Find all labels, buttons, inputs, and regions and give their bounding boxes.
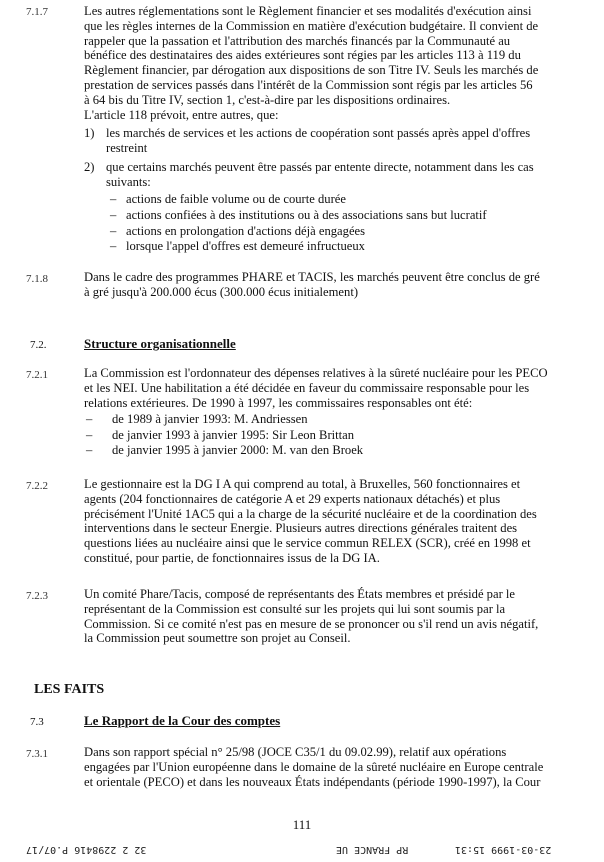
text-line: et orientale (PECO) et dans les nouveaux États indépendants (période 1990-1997), la Cour [84,774,541,789]
list-item: – de janvier 1995 à janvier 2000: M. van den Broek [86,443,364,458]
section-number-7-1-7: 7.1.7 [26,6,48,18]
text-line: La Commission est l'ordonnateur des dépenses relatives à la sûreté nucléaire pour les PECO [84,366,548,380]
commissioners-list [86,412,576,459]
text-line: précisément l'Unité 1AC5 qui a la charge de la sécurité nucléaire et de la coordination des [84,506,537,521]
text-line: Règlement financier, par dérogation aux dispositions de son Titre IV. Seuls les marchés de [84,63,539,78]
sub-list-item: – actions confiées à des institutions ou à des associations sans but lucratif [110,207,487,222]
text-line: que certains marchés peuvent être passés par entente directe, notamment dans les cas [106,160,534,174]
text-line: à 64 bis du Titre IV, section 1, c'est-à-dire par les dispositions ordinaires. [84,92,451,107]
paragraph-7-2-1 [84,366,582,410]
text-line: que les règles internes de la Commission en matière d'exécution budgétaire. Il convient de [84,18,539,33]
list-item-1 [106,126,582,156]
list-item: – de janvier 1993 à janvier 1995: Sir Leon Brittan [86,427,355,442]
section-number-7-3-1: 7.3.1 [26,748,48,760]
list-marker-1: 1) [84,126,95,140]
section-number-7-2-3: 7.2.3 [26,590,48,602]
list-marker-2: 2) [84,160,95,174]
section-number-7-2: 7.2. [30,339,47,351]
text-line: engagées par l'Union européenne dans le domaine de la sûreté nucléaire en Europe centrale [84,759,544,774]
text-line: Les autres réglementations sont le Règlement financier et ses modalités d'exécution ainsi [84,4,532,18]
sub-list-item: – actions en prolongation d'actions déjà engagées [110,223,366,238]
paragraph-7-2-3 [84,587,582,646]
text-line: interventions dans le secteur Energie. Plusieurs autres directions générales traitent des [84,521,518,536]
sub-list-item: – lorsque l'appel d'offres est demeuré infructueux [110,239,365,254]
text-line: rappeler que la passation et l'attribution des marchés financés par la Communauté au [84,33,511,48]
fax-header-datetime: 23-03-1999 15:31 [455,844,552,855]
text-line: agents (204 fonctionnaires de catégorie A et 29 experts nationaux détachés) et plus [84,491,501,506]
text-line: L'article 118 prévoit, entre autres, que: [84,107,279,122]
text-line: les marchés de services et les actions de coopération sont passés après appel d'offres [106,126,531,140]
sub-list [110,192,580,255]
text-line: et les NEI. Une habilitation a été décidée en faveur du commissaire responsable pour les [84,380,530,395]
paragraph-7-1-8 [84,270,582,300]
text-line: Commission. Si ce comité n'est pas en mesure de se prononcer ou s'il rend un avis négatif, [84,616,539,631]
text-line: bénéfice des destinataires des aides extérieures sont régies par les articles 113 à 119 du [84,48,521,63]
text-line: prestation de services passés dans l'intérêt de la Commission sont régis par les articles 56 [84,77,533,92]
section-number-7-3: 7.3 [30,716,44,728]
section-number-7-1-8: 7.1.8 [26,273,48,285]
text-line: suivants: [106,174,151,189]
text-line: Dans le cadre des programmes PHARE et TACIS, les marchés peuvent être conclus de gré [84,270,540,284]
text-line: la Commission peut soumettre son projet au Conseil. [84,631,351,646]
text-line: relations extérieures. De 1990 à 1997, les commissaires responsables ont été: [84,395,473,410]
text-line: Dans son rapport spécial n° 25/98 (JOCE C35/1 du 09.02.99), relatif aux opérations [84,745,507,759]
paragraph-7-1-7 [84,4,582,122]
text-line: questions liées au nucléaire ainsi que le service commun RELEX (SCR), créé en 1998 et [84,536,531,551]
list-item: – de 1989 à janvier 1993: M. Andriessen [86,412,308,426]
paragraph-7-2-2 [84,477,582,566]
text-line: représentant de la Commission est consulté sur les projets qui lui sont soumis par la [84,601,506,616]
page-number: 111 [292,817,312,832]
fax-header-number-page: 32 2 2298416 P.07/17 [26,844,147,855]
text-line: Le gestionnaire est la DG I A qui comprend au total, à Bruxelles, 560 fonctionnaires et [84,477,521,491]
text-line: Un comité Phare/Tacis, composé de représentants des États membres et présidé par le [84,587,516,601]
paragraph-7-3-1 [84,745,582,789]
part-heading-les-faits: LES FAITS [34,682,105,697]
fax-header-sender: RP FRANCE UE [336,844,409,855]
section-number-7-2-1: 7.2.1 [26,369,48,381]
text-line: restreint [106,140,148,155]
sub-list-item: – actions de faible volume ou de courte durée [110,192,346,206]
section-heading-7-3: Le Rapport de la Cour des comptes [84,713,281,728]
section-heading-7-2: Structure organisationnelle [84,336,236,351]
text-line: constitué, pour partie, de fonctionnaires issus de la DG IA. [84,550,380,565]
text-line: à gré jusqu'à 200.000 écus (300.000 écus initialement) [84,284,359,299]
section-number-7-2-2: 7.2.2 [26,480,48,492]
list-item-2 [106,160,582,190]
